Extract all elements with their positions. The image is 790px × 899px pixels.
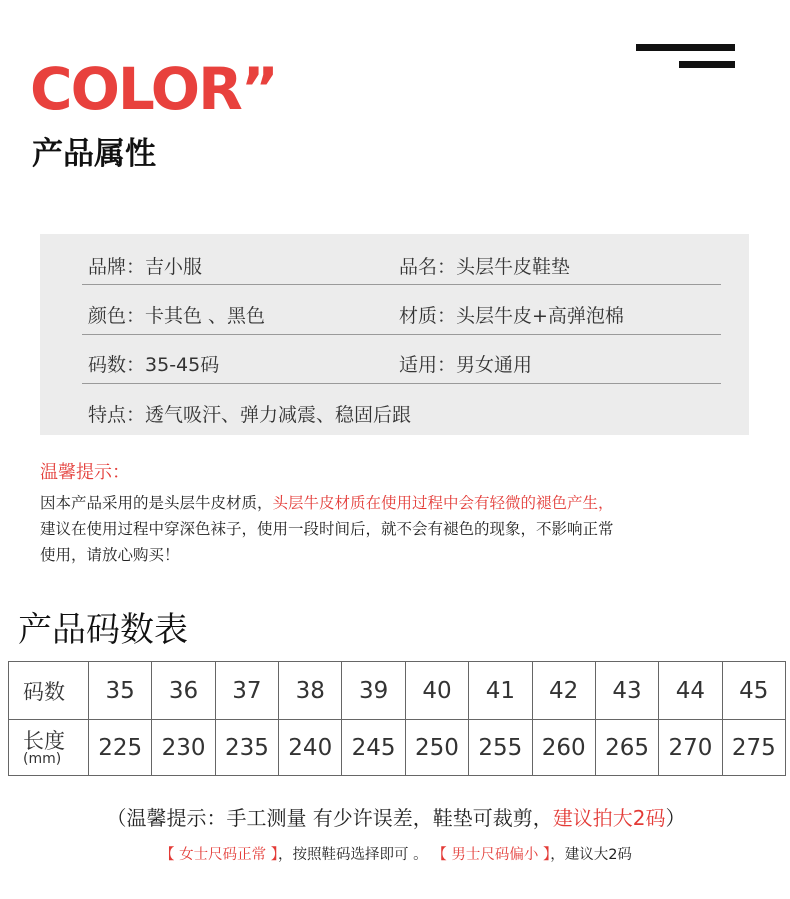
length-cell: 275 <box>722 720 785 776</box>
attribute-label: 品牌：吉小服 <box>88 256 203 278</box>
size-cell: 40 <box>405 662 468 720</box>
size-cell: 44 <box>659 662 722 720</box>
attribute-label: 适用：男女通用 <box>399 354 533 376</box>
size-cell: 41 <box>469 662 532 720</box>
decorative-bar-bottom <box>679 61 735 68</box>
length-cell: 265 <box>595 720 658 776</box>
table-row <box>9 720 786 776</box>
size-cell: 35 <box>89 662 152 720</box>
attribute-row <box>40 283 749 331</box>
size-header-cell: 码数 <box>9 662 89 720</box>
tip-line: 建议在使用过程中穿深色袜子，使用一段时间后，就不会有褪色的现象，不影响正常 <box>40 520 614 538</box>
length-cell: 260 <box>532 720 595 776</box>
length-cell: 245 <box>342 720 405 776</box>
attribute-label: 材质：头层牛皮+高弹泡棉 <box>399 305 624 327</box>
attribute-label: 特点：透气吸汗、弹力减震、稳固后跟 <box>88 404 412 426</box>
size-cell: 42 <box>532 662 595 720</box>
attribute-label: 码数：35-45码 <box>88 354 220 376</box>
attribute-row <box>40 382 749 430</box>
attribute-label: 品名：头层牛皮鞋垫 <box>399 256 571 278</box>
length-cell: 250 <box>405 720 468 776</box>
attribute-row <box>40 234 749 282</box>
warm-tip-title: 温馨提示： <box>40 462 130 483</box>
size-cell: 36 <box>152 662 215 720</box>
size-cell: 43 <box>595 662 658 720</box>
decorative-bars <box>636 44 736 72</box>
attribute-label: 颜色：卡其色 、黑色 <box>88 305 266 327</box>
size-cell: 39 <box>342 662 405 720</box>
decorative-bar-top <box>636 44 735 51</box>
size-chart-table <box>8 661 786 776</box>
attribute-row <box>40 332 749 380</box>
length-cell: 270 <box>659 720 722 776</box>
length-header-cell: 长度 (mm) <box>9 720 89 776</box>
size-cell: 45 <box>722 662 785 720</box>
size-cell: 37 <box>215 662 278 720</box>
attributes-panel <box>40 234 749 435</box>
size-advice-note: 【 女士尺码正常 】，按照鞋码选择即可 。 【 男士尺码偏小 】，建议大2码 <box>160 847 632 863</box>
length-cell: 240 <box>279 720 342 776</box>
product-attributes-title: 产品属性 <box>32 136 156 172</box>
size-cell: 38 <box>279 662 342 720</box>
table-row <box>9 662 786 720</box>
length-cell: 230 <box>152 720 215 776</box>
length-cell: 235 <box>215 720 278 776</box>
tip-line: 因本产品采用的是头层牛皮材质，头层牛皮材质在使用过程中会有轻微的褪色产生， <box>40 494 614 512</box>
size-chart-title: 产品码数表 <box>18 610 188 650</box>
tip-line: 使用，请放心购买！ <box>40 546 180 564</box>
warm-tip-body <box>40 490 760 568</box>
length-cell: 225 <box>89 720 152 776</box>
color-heading: COLOR” <box>30 55 277 123</box>
length-cell: 255 <box>469 720 532 776</box>
measurement-note: （温馨提示：手工测量 有少许误差，鞋垫可裁剪，建议拍大2码） <box>106 806 686 830</box>
